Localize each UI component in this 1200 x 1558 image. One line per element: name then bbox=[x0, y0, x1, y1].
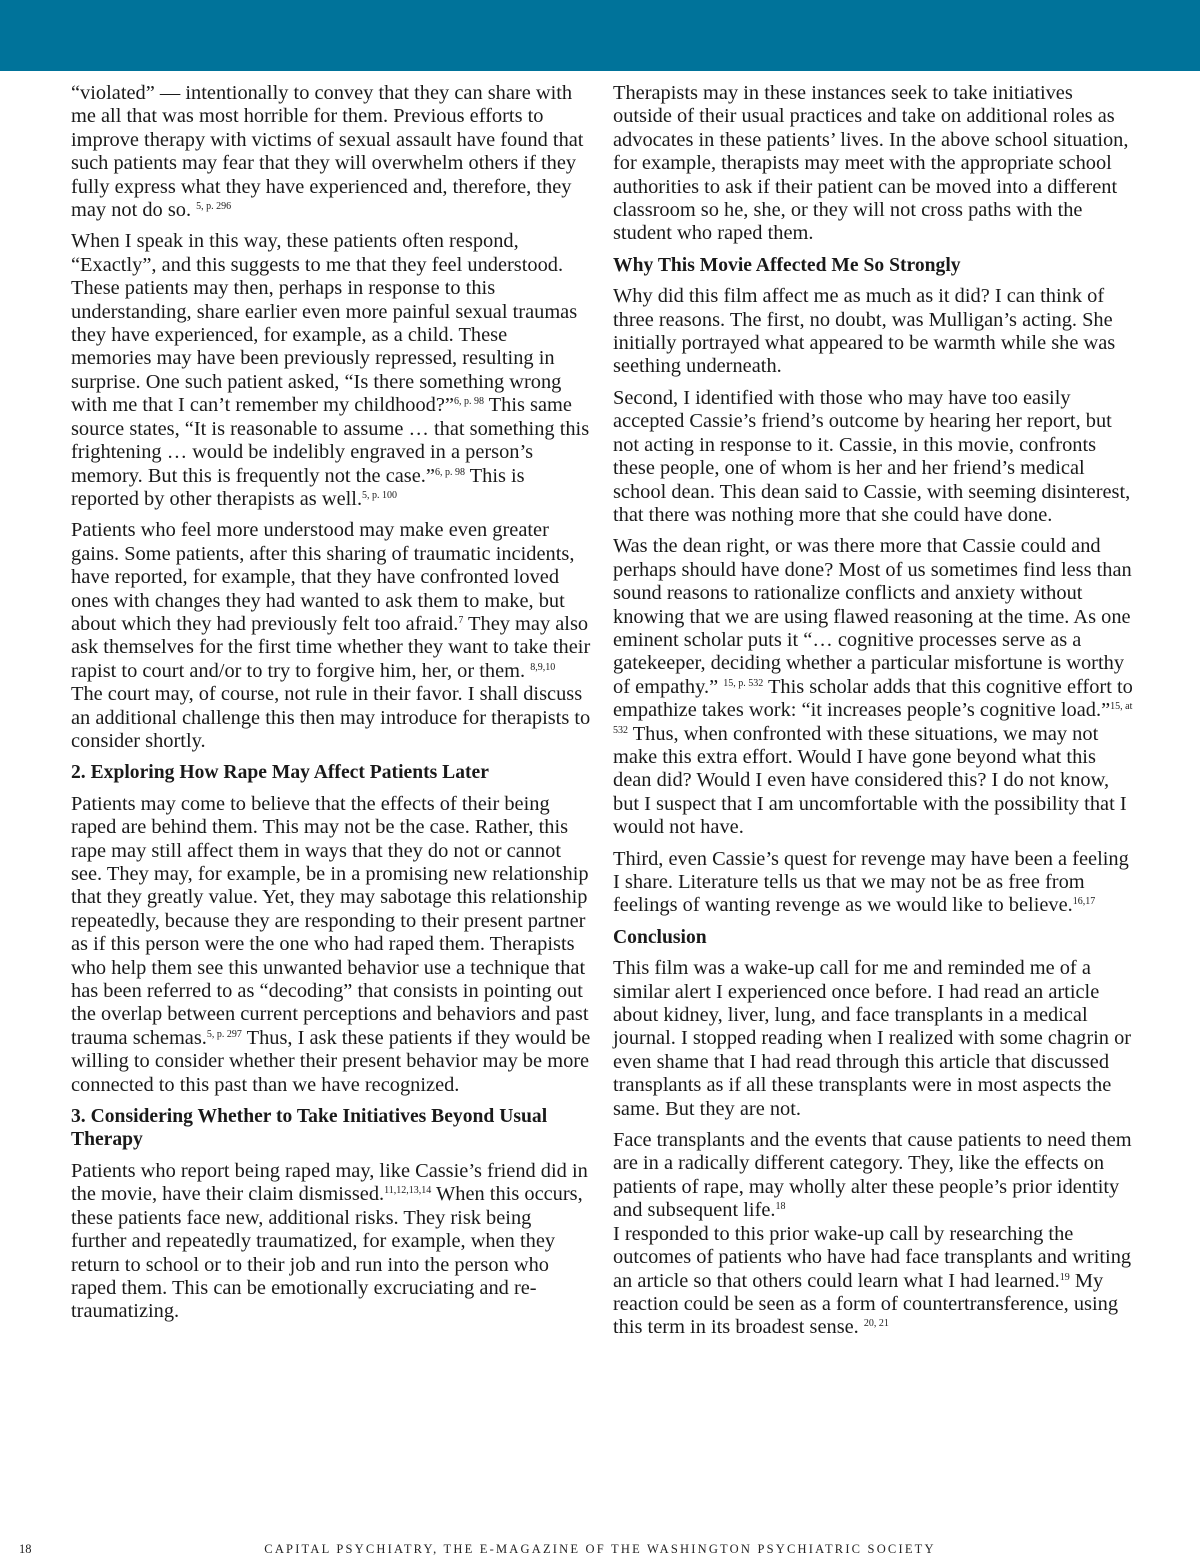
reference-superscript: 18 bbox=[775, 1201, 786, 1213]
reference-superscript: 8,9,10 bbox=[530, 661, 556, 673]
paragraph: Face transplants and the events that cause patients to need them are in a radically different category. They, like the effects on patients of rape, may wholly alter these people’s prior identity and subsequent life.$^{18}$ I responded to this prior wake-up call by researching the outcomes of patients who have had face transplants and writing an article so that others could learn what I had learned.$^{19}$ My reaction could be seen as a form of countertransference, using this term in its broadest sense. $^{20, 21}$ bbox=[613, 1129, 1132, 1339]
reference-superscript: 6, p. 98 bbox=[453, 396, 484, 408]
header-bar bbox=[0, 0, 1200, 71]
reference-superscript: 16,17 bbox=[1072, 896, 1096, 908]
reference-superscript: 5, p. 297 bbox=[206, 1028, 242, 1040]
paragraph: When I speak in this way, these patients often respond, “Exactly”, and this suggests to me that they feel understood. These patients may then, perhaps in response to this understanding, share earlier even more painful sexual traumas they have experienced, for example, as a child. These memories may have been previously repressed, resulting in surprise. One such patient asked, “Is there something wrong with me that I can’t remember my childhood?”$^{6, p. 98}$ This same source states, “It is reasonable to assume … that something this frightening … would be indelibly engraved in a person’s memory. But this is frequently not the case.”$^{6, p. 98}$ This is reported by other therapists as well.$^{5, p. 100}$ bbox=[71, 230, 590, 510]
right-column bbox=[613, 82, 1133, 1348]
reference-superscript: 15, at 532 bbox=[613, 701, 1133, 736]
section-heading: Why This Movie Affected Me So Strongly bbox=[613, 254, 961, 276]
paragraph: Why did this film affect me as much as it did? I can think of three reasons. The first, no doubt, was Mulligan’s acting. She initially portrayed what appeared to be warmth while she was seething underneath. bbox=[613, 285, 1116, 378]
reference-superscript: 19 bbox=[1059, 1271, 1070, 1283]
reference-superscript: 5, p. 296 bbox=[196, 201, 232, 213]
reference-superscript: 7 bbox=[458, 614, 464, 626]
paragraph: Patients who feel more understood may make even greater gains. Some patients, after this sharing of traumatic incidents, have reported, for example, that they have confronted loved ones with changes they had wanted to ask them to make, but about which they had previously felt too afraid.$^7$ They may also ask themselves for the first time whether they want to take their rapist to court and/or to try to forgive him, her, or them. $^{8,9,10}$ The court may, of course, not rule in their favor. I shall discuss an additional challenge this then may introduce for therapists to consider shortly. bbox=[71, 519, 591, 752]
paragraph: Therapists may in these instances seek to take initiatives outside of their usual practices and take on additional roles as advocates in these patients’ lives. In the above school situation, for example, therapists may meet with the appropriate school authorities to ask if their patient can be moved into a different classroom so he, she, or they will not cross paths with the student who raped them. bbox=[613, 82, 1129, 245]
paragraph: Was the dean right, or was there more that Cassie could and perhaps should have done? Most of us sometimes find less than sound reasons to rationalize conflicts and anxiety without knowing that we are using flawed reasoning at the time. As one eminent scholar puts it “… cognitive processes serve as a gatekeeper, deciding whether a particular misfortune is worthy of empathy.” $^{15, p. 532}$ This scholar adds that this cognitive effort to empathize takes work: “it increases people’s cognitive load.”$^{15, at 532}$ Thus, when confronted with these situations, we may not make this extra effort. Would I have gone beyond what this dean did? Would I even have considered this? I do not know, but I suspect that I am uncomfortable with the possibility that I would not have. bbox=[613, 535, 1133, 839]
reference-superscript: 5, p. 100 bbox=[362, 489, 398, 501]
paragraph: Second, I identified with those who may have too easily accepted Cassie’s friend’s outcome by hearing her report, but not acting in response to it. Cassie, in this movie, confronts these people, one of whom is her and her friend’s medical school dean. This dean said to Cassie, with seeming disinterest, that there was nothing more that she could have done. bbox=[613, 386, 1131, 526]
publication-title: CAPITAL PSYCHIATRY, THE E-MAGAZINE OF THE WASHINGTON PSYCHIATRIC SOCIETY bbox=[264, 1542, 936, 1556]
page-number: 18 bbox=[19, 1542, 32, 1556]
section-heading: 3. Considering Whether to Take Initiatives Beyond Usual Therapy bbox=[71, 1106, 548, 1151]
reference-superscript: 20, 21 bbox=[863, 1318, 889, 1330]
paragraph: Patients may come to believe that the effects of their being raped are behind them. This may not be the case. Rather, this rape may still affect them in ways that they do not or cannot see. They may, for example, be in a promising new relationship that they greatly value. Yet, they may sabotage this relationship repeatedly, because they are responding to their present partner as if this person were the one who had raped them. Therapists who help them see this unwanted behavior use a technique that has been referred to as “decoding” that consists in pointing out the overlap between current perceptions and behaviors and past trauma schemas.$^{5, p. 297}$ Thus, I ask these patients if they would be willing to consider whether their present behavior may be more connected to this past than we have recognized. bbox=[71, 792, 591, 1096]
paragraph: Patients who report being raped may, like Cassie’s friend did in the movie, have their claim dismissed.$^{11,12,13,14}$ When this occurs, these patients face new, additional risks. They risk being further and repeatedly traumatized, for example, when they return to school or to their job and run into the person who raped them. This can be emotionally excruciating and re-traumatizing. bbox=[71, 1159, 588, 1323]
reference-superscript: 15, p. 532 bbox=[723, 677, 764, 689]
left-column bbox=[71, 82, 591, 1332]
reference-superscript: 11,12,13,14 bbox=[384, 1185, 432, 1197]
section-heading: 2. Exploring How Rape May Affect Patients Later bbox=[71, 762, 489, 784]
paragraph: Third, even Cassie’s quest for revenge may have been a feeling I share. Literature tells us that we may not be as free from feelings of wanting revenge as we would like to believe.$^{16,17}$ bbox=[613, 847, 1129, 917]
page-footer bbox=[0, 1542, 1200, 1558]
reference-superscript: 6, p. 98 bbox=[434, 466, 465, 478]
paragraph: “violated” — intentionally to convey that they can share with me all that was most horrible for them. Previous efforts to improve therapy with victims of sexual assault have found that such patients may fear that they will overwhelm others if they fully express what they have experienced and, therefore, they may not do so. $^{5, p. 296}$ bbox=[71, 82, 584, 222]
paragraph: This film was a wake-up call for me and reminded me of a similar alert I experienced once before. I had read an article about kidney, liver, lung, and face transplants in a medical journal. I stopped reading when I realized with some chagrin or even shame that I had read through this article that discussed transplants as if all these transplants were in most aspects the same. But they are not. bbox=[613, 957, 1132, 1120]
section-heading: Conclusion bbox=[613, 926, 707, 948]
